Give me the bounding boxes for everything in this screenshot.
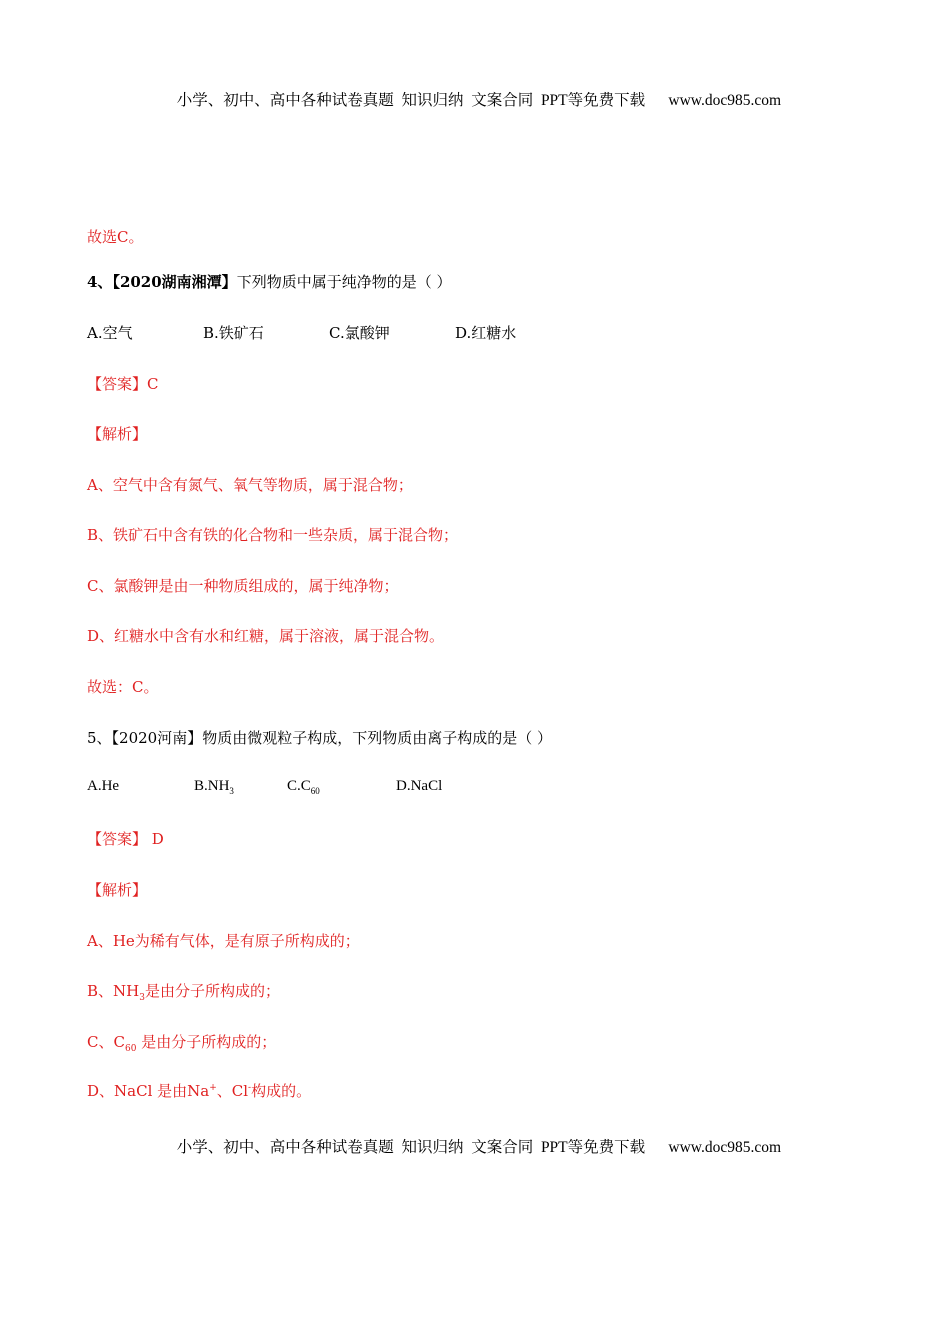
- q5-analysis-b-sub: 3: [139, 993, 145, 1003]
- q4-number: 4、: [87, 273, 113, 291]
- q5-analysis-c-pre: C、C: [87, 1033, 125, 1051]
- q5-analysis-a: A、He为稀有气体，是有原子所构成的；: [87, 932, 360, 950]
- q5-source: 【2020河南】: [111, 729, 203, 747]
- q4-analysis-d: D、红糖水中含有水和红糖，属于溶液，属于混合物。: [87, 627, 445, 645]
- q4-answer-line: [87, 373, 159, 394]
- q4-option-c: C.氯酸钾: [329, 324, 390, 342]
- q4-answer-label: 【答案】: [87, 375, 148, 393]
- q4-analysis-label: 【解析】: [87, 425, 148, 443]
- q5-analysis-c-sub: 60: [124, 1044, 137, 1054]
- q5-analysis-d-sup1: +: [209, 1083, 217, 1093]
- q4-conclusion: 故选：C。: [87, 678, 159, 696]
- q5-analysis-c-post: 是由分子所构成的；: [136, 1033, 277, 1051]
- q4-stem: 下列物质中属于纯净物的是（ ）: [236, 273, 452, 291]
- q4-option-a: A.空气: [87, 324, 133, 342]
- q5-option-d: D.NaCl: [396, 778, 443, 794]
- page-footer: [0, 1117, 950, 1157]
- q5-analysis-d-sup2: -: [248, 1083, 252, 1093]
- q5-analysis-label: 【解析】: [87, 881, 148, 899]
- q5-option-b-sub: 3: [229, 786, 234, 796]
- q4-analysis-b: B、铁矿石中含有铁的化合物和一些杂质，属于混合物；: [87, 526, 459, 544]
- q5-analysis-d-pre: D、NaCl 是由Na: [87, 1082, 210, 1100]
- q5-analysis-c: [87, 1031, 276, 1054]
- footer-text: 小学、初中、高中各种试卷真题 知识归纳 文案合同 PPT等免费下载: [176, 1139, 646, 1156]
- q5-answer-line: [87, 828, 164, 849]
- q4-option-d: D.红糖水: [455, 324, 517, 342]
- header-text: 小学、初中、高中各种试卷真题 知识归纳 文案合同 PPT等免费下载: [176, 92, 646, 109]
- prev-conclusion: 故选C。: [87, 228, 144, 246]
- header-url: www.doc985.com: [668, 92, 782, 109]
- q5-option-c-sub: 60: [310, 786, 320, 796]
- q4-answer: C: [147, 375, 159, 393]
- q5-answer: D: [147, 830, 164, 848]
- q5-stem-line: [87, 727, 552, 748]
- q4-analysis-c: C、氯酸钾是由一种物质组成的，属于纯净物；: [87, 577, 399, 595]
- q4-stem-line: [87, 271, 451, 292]
- q5-stem: 物质由微观粒子构成，下列物质由离子构成的是（ ）: [202, 729, 553, 747]
- q5-option-b-text: B.NH: [194, 778, 230, 794]
- q5-analysis-d: [87, 1080, 311, 1101]
- q5-option-c-text: C.C: [287, 778, 311, 794]
- q5-analysis-b-pre: B、NH: [87, 982, 140, 1000]
- q5-number: 5、: [87, 729, 112, 747]
- q5-analysis-b: [87, 980, 280, 1003]
- q5-option-b: [194, 778, 234, 796]
- footer-url: www.doc985.com: [668, 1139, 782, 1156]
- q4-option-b: B.铁矿石: [203, 324, 264, 342]
- q5-option-c: [287, 778, 320, 796]
- q5-option-a: A.He: [87, 778, 120, 794]
- q5-analysis-d-mid: 、Cl: [216, 1082, 249, 1100]
- page-header: [0, 70, 950, 110]
- q4-analysis-a: A、空气中含有氮气、氧气等物质，属于混合物；: [87, 476, 413, 494]
- q5-analysis-b-post: 是由分子所构成的；: [144, 982, 280, 1000]
- q5-analysis-d-post: 构成的。: [251, 1082, 312, 1100]
- q4-source: 【2020湖南湘潭】: [112, 273, 237, 291]
- q5-answer-label: 【答案】: [87, 830, 148, 848]
